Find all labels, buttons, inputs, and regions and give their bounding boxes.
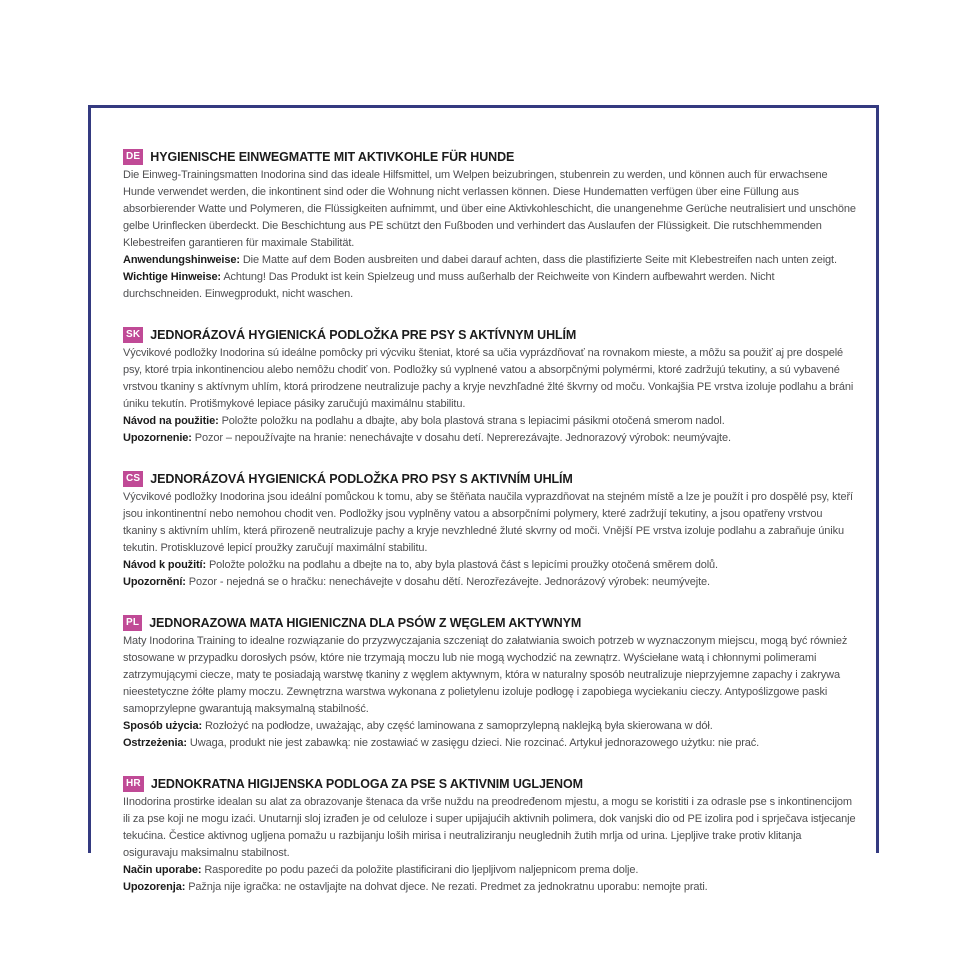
section-sk-usage-label: Návod na použitie:	[123, 415, 219, 427]
section-de-body	[123, 167, 856, 252]
section-de-body-text: Die Einweg-Trainingsmatten Inodorina sind das ideale Hilfsmittel, um Welpen beizubringen, stubenrein zu werden, und können auch für erwachsene Hunde verwendet werden, die inkontinent sind oder die Wohnung nicht verlassen können. Diese Hundematten verfügen über eine Füllung aus absorbierender Watte und Polymeren, die Flüssigkeiten aufnimmt, und über eine Aktivkohleschicht, die unangenehme Gerüche neutralisiert und unschöne gelbe Urinflecken überdeckt. Die Beschichtung aus PE schützt den Fußboden und verhindert das Auslaufen der Flüssigkeit. Die rutschhemmenden Klebestreifen garantieren für maximale Stabilität.	[123, 169, 856, 249]
section-hr-usage	[123, 862, 856, 879]
section-pl-title: JEDNORAZOWA MATA HIGIENICZNA DLA PSÓW Z WĘGLEM AKTYWNYM	[149, 616, 582, 630]
section-pl-body-text: Maty Inodorina Training to idealne rozwiązanie do przyzwyczajania szczeniąt do załatwiania swoich potrzeb w wyznaczonym miejscu, mogą być również stosowane w przypadku dorosłych psów, które nie trzymają moczu lub nie mogą wychodzić na zewnątrz. Wyściełane watą i chłonnymi polimerami zatrzymującymi ciecze, maty te posiadają warstwę tkaniny z węglem aktywnym, która w naturalny sposób neutralizuje nieprzyjemne zapachy i zakrywa nieestetyczne żółte plamy moczu. Zewnętrzna warstwa wykonana z polietylenu izoluje podłogę i zapobiega wyciekaniu cieczy. Antypoślizgowe paski samoprzylepne gwarantują maksymalną stabilność.	[123, 635, 848, 715]
section-hr-warning	[123, 879, 856, 896]
section-sk-body-text: Výcvikové podložky Inodorina sú ideálne pomôcky pri výcviku šteniat, ktoré sa učia vyprázdňovať na rovnakom mieste, a môžu sa použiť aj pre dospelé psy, ktoré trpia inkontinenciou alebo nemôžu chodiť von. Podložky sú vyplnené vatou a absorpčnými polymérmi, ktoré zadržujú tekutiny, a sú vybavené vrstvou tkaniny s aktívnym uhlím, ktorá prirodzene neutralizuje pachy a kryje nevzhľadné žlté škvrny od moču. Vonkajšia PE vrstva izoluje podlahu a bráni úniku tekutín. Protišmykové lepiace pásiky zaručujú maximálnu stabilitu.	[123, 347, 854, 410]
section-sk-body	[123, 345, 856, 413]
section-cs-usage	[123, 557, 856, 574]
section-hr-title: JEDNOKRATNA HIGIJENSKA PODLOGA ZA PSE S AKTIVNIM UGLJENOM	[150, 777, 583, 791]
section-pl-warning	[123, 735, 856, 752]
section-sk-warning-text: Pozor – nepoužívajte na hranie: nenechávajte v dosahu detí. Neprerezávajte. Jednorazový výrobok: neumývajte.	[194, 432, 731, 444]
section-hr-warning-label: Upozorenja:	[123, 881, 186, 893]
section-pl-usage-text: Rozłożyć na podłodze, uważając, aby część laminowana z samoprzylepną naklejką była skierowana w dół.	[204, 720, 713, 732]
section-cs-usage-text: Položte položku na podlahu a dbejte na to, aby byla plastová část s lepicími proužky otočená směrem dolů.	[208, 559, 718, 571]
section-hr-usage-label: Način uporabe:	[123, 864, 202, 876]
section-pl-title-row	[123, 615, 856, 631]
language-badge-pl: PL	[123, 615, 142, 631]
section-sk-warning	[123, 430, 856, 447]
section-hr-usage-text: Rasporedite po podu pazeći da položite plastificirani dio ljepljivom naljepnicom prema dolje.	[204, 864, 639, 876]
section-cs-title-row	[123, 471, 856, 487]
section-pl-usage	[123, 718, 856, 735]
section-pl-body	[123, 633, 856, 718]
section-cs-warning	[123, 574, 856, 591]
section-de-warning	[123, 269, 856, 303]
section-sk	[123, 327, 856, 447]
section-de	[123, 149, 856, 303]
section-hr-title-row	[123, 776, 856, 792]
section-hr-warning-text: Pažnja nije igračka: ne ostavljajte na dohvat djece. Ne rezati. Predmet za jednokratnu uporabu: nemojte prati.	[188, 881, 708, 893]
section-de-usage-text: Die Matte auf dem Boden ausbreiten und dabei darauf achten, dass die plastifizierte Seite mit Klebestreifen nach unten zeigt.	[242, 254, 837, 266]
section-de-title: HYGIENISCHE EINWEGMATTE MIT AKTIVKOHLE FÜR HUNDE	[150, 150, 515, 164]
section-cs-warning-text: Pozor - nejedná se o hračku: nenechávejte v dosahu dětí. Nerozřezávejte. Jednorázový výrobek: neumývejte.	[188, 576, 710, 588]
section-de-usage	[123, 252, 856, 269]
section-hr-body-text: IInodorina prostirke idealan su alat za obrazovanje štenaca da vrše nuždu na preodređenom mjestu, a mogu se koristiti i za odrasle pse s inkontinencijom ili za pse koji ne mogu izaći. Unutarnji sloj izrađen je od celuloze i super upijajućih aktivnih polimera, dok vanjski dio od PE izolira pod i sprječava istjecanje tekućina. Čestice aktivnog ugljena pomažu u razbijanju loših mirisa i neutraliziranju neuglednih žutih mrlja od urina. Ljepljive trake protiv klitanja osiguravaju maksimalnu stabilnost.	[123, 796, 856, 859]
section-pl-usage-label: Sposób użycia:	[123, 720, 202, 732]
section-pl-warning-label: Ostrzeżenia:	[123, 737, 187, 749]
section-sk-warning-label: Upozornenie:	[123, 432, 192, 444]
language-badge-sk: SK	[123, 327, 143, 343]
language-badge-hr: HR	[123, 776, 144, 792]
language-badge-cs: CS	[123, 471, 143, 487]
language-badge-de: DE	[123, 149, 143, 165]
section-de-warning-text: Achtung! Das Produkt ist kein Spielzeug und muss außerhalb der Reichweite von Kindern aufbewahrt werden. Nicht durchschneiden. Einwegprodukt, nicht waschen.	[123, 271, 775, 300]
section-cs-usage-label: Návod k použití:	[123, 559, 207, 571]
section-sk-title: JEDNORÁZOVÁ HYGIENICKÁ PODLOŽKA PRE PSY S AKTÍVNYM UHLÍM	[150, 328, 577, 342]
section-de-title-row	[123, 149, 856, 165]
section-cs	[123, 471, 856, 591]
section-sk-title-row	[123, 327, 856, 343]
section-hr-body	[123, 794, 856, 862]
section-cs-warning-label: Upozornění:	[123, 576, 186, 588]
section-hr	[123, 776, 856, 896]
section-cs-body	[123, 489, 856, 557]
section-pl-warning-text: Uwaga, produkt nie jest zabawką: nie zostawiać w zasięgu dzieci. Nie rozcinać. Artykuł jednorazowego użytku: nie prać.	[189, 737, 760, 749]
section-sk-usage	[123, 413, 856, 430]
label-content	[91, 108, 876, 896]
label-frame-border	[88, 105, 879, 893]
section-de-usage-label: Anwendungshinweise:	[123, 254, 240, 266]
section-cs-body-text: Výcvikové podložky Inodorina jsou ideální pomůckou k tomu, aby se štěňata naučila vyprazdňovat na stejném místě a lze je použít i pro dospělé psy, kteří jsou inkontinentní nebo nemohou chodit ven. Podložky jsou vyplněny vatou a absorpčními polymery, které zadržují tekutiny, a jsou opatřeny vrstvou tkaniny s aktivním uhlím, která přirozeně neutralizuje pachy a kryje nevzhledné žluté skvrny od moči. Vnější PE vrstva izoluje podlahu a zabraňuje úniku tekutin. Protiskluzové lepicí proužky zaručují maximální stabilitu.	[123, 491, 853, 554]
section-sk-usage-text: Položte položku na podlahu a dbajte, aby bola plastová strana s lepiacimi pásikmi otočená smerom nadol.	[221, 415, 725, 427]
section-de-warning-label: Wichtige Hinweise:	[123, 271, 221, 283]
section-pl	[123, 615, 856, 752]
section-cs-title: JEDNORÁZOVÁ HYGIENICKÁ PODLOŽKA PRO PSY S AKTIVNÍM UHLÍM	[150, 472, 573, 486]
